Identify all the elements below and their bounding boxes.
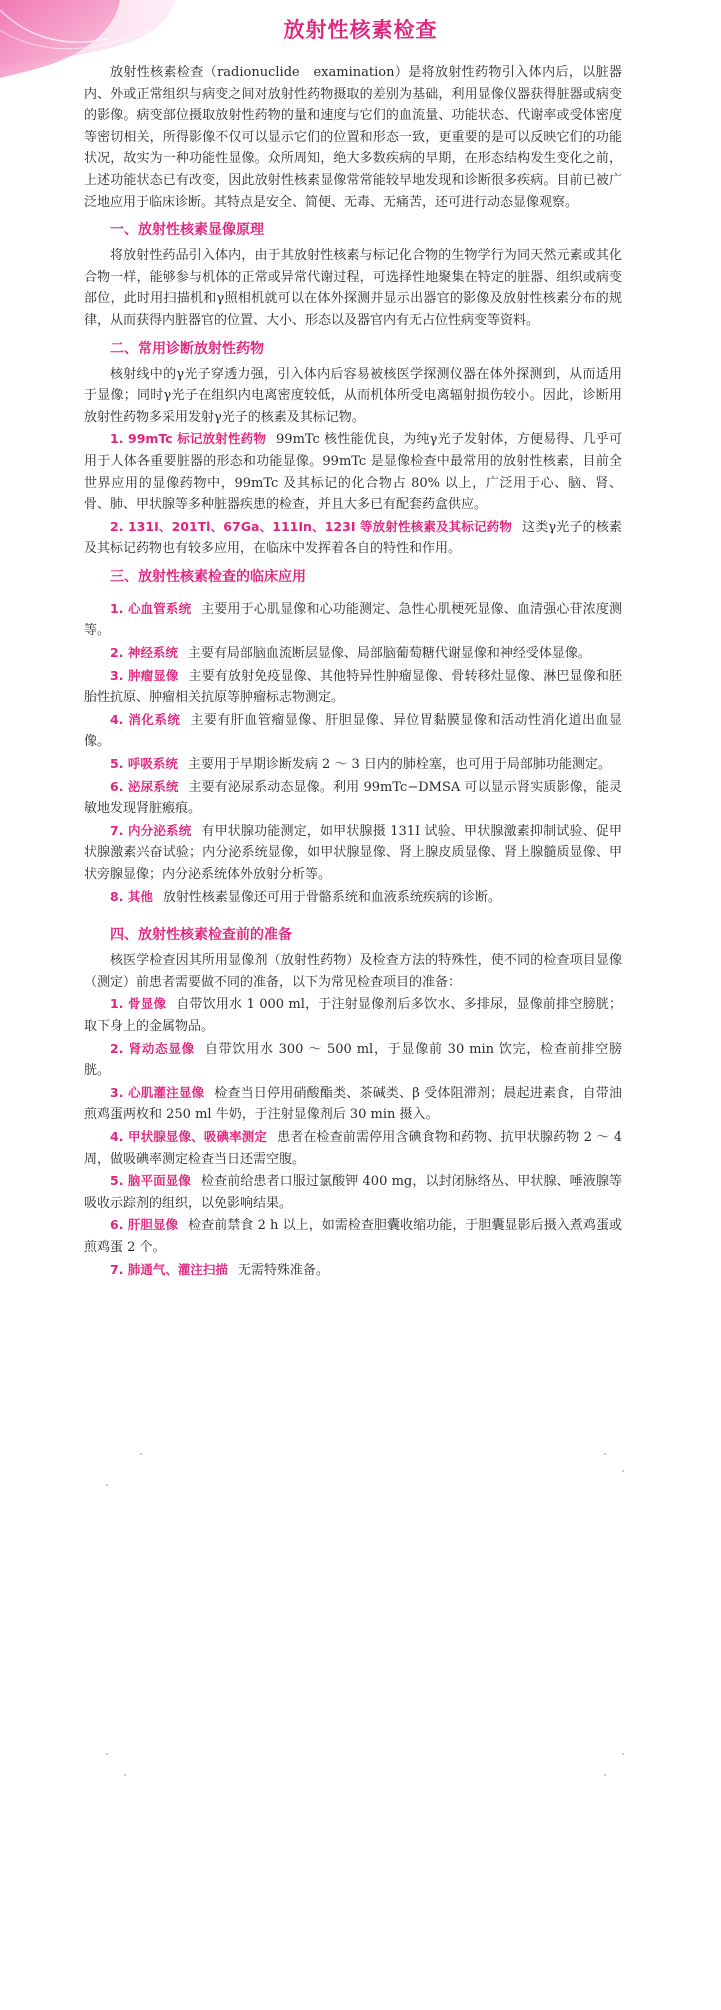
- item-text: 无需特殊准备。: [237, 1262, 329, 1278]
- preparation-item: [84, 1170, 622, 1214]
- clinical-item: [84, 709, 622, 753]
- item-text: 放射性核素显像还可用于骨骼系统和血液系统疾病的诊断。: [162, 889, 501, 905]
- preparation-paragraph: 核医学检查因其所用显像剂（放射性药物）及检查方法的特殊性，使不同的检查项目显像（测定）前患者需要做不同的准备，以下为常见检查项目的准备：: [84, 953, 622, 990]
- item-number: 3.: [110, 1084, 124, 1100]
- item-keyword: 甲状腺显像、吸碘率测定: [127, 1128, 268, 1144]
- clinical-item: [84, 886, 622, 909]
- item-number: 4.: [110, 711, 124, 727]
- item-keyword: 肺通气、灌注扫描: [127, 1261, 228, 1277]
- item-text: 主要有肝血管瘤显像、肝胆显像、异位胃黏膜显像和活动性消化道出血显像。: [84, 712, 622, 750]
- clinical-item: [84, 776, 622, 820]
- section-heading-principle: 一、放射性核素显像原理: [110, 222, 264, 239]
- document-body: [84, 62, 622, 1281]
- item-keyword: 肝胆显像: [127, 1217, 179, 1233]
- clinical-item: [84, 665, 622, 709]
- item-text: 检查当日停用硝酸酯类、茶碱类、β 受体阻滞剂；晨起进素食，自带油煎鸡蛋两枚和 250 ml 牛奶，于注射显像剂后 30 min 摄入。: [84, 1085, 622, 1123]
- item-number: 3.: [110, 667, 124, 683]
- item-text: 主要用于心肌显像和心功能测定、急性心肌梗死显像、血清强心苷浓度测等。: [84, 601, 622, 639]
- preparation-item: [84, 1038, 622, 1082]
- item-number: 2.: [110, 518, 124, 534]
- item-keyword: 神经系统: [127, 645, 178, 661]
- scan-speck: [106, 1484, 108, 1486]
- item-keyword: 99mTc 标记放射性药物: [128, 431, 267, 447]
- item-keyword: 内分泌系统: [127, 822, 192, 838]
- item-keyword: 肿瘤显像: [127, 667, 179, 683]
- item-number: 2.: [110, 1040, 124, 1056]
- item-text: 自带饮用水 300 ～ 500 ml，于显像前 30 min 饮完，检查前排空膀胱。: [84, 1041, 622, 1079]
- item-keyword: 心肌灌注显像: [128, 1084, 205, 1100]
- scan-speck: [604, 1774, 606, 1776]
- item-keyword: 泌尿系统: [127, 778, 179, 794]
- clinical-item: [84, 753, 622, 776]
- intro-paragraph: 放射性核素检查（radionuclide examination）是将放射性药物引入体内后，以脏器内、外或正常组织与病变之间对放射性药物摄取的差别为基础，利用显像仪器获得脏器或病变的影像。病变部位摄取放射性药物的量和速度与它们的血流量、功能状态、代谢率或受体密度等密切相关，所得影像不仅可以显示它们的位置和形态一致，更重要的是可以反映它们的功能状况，故实为一种功能性显像。众所周知，绝大多数疾病的早期，在形态结构发生变化之前，上述功能状态已有改变，因此放射性核素显像常常能较早地发现和诊断很多疾病。目前已被广泛地应用于临床诊断。其特点是安全、简便、无毒、无痛苦，还可进行动态显像观察。: [84, 65, 622, 210]
- drug-item: [84, 428, 622, 515]
- scan-speck: [604, 1453, 606, 1455]
- item-number: 2.: [110, 645, 124, 661]
- preparation-item: [84, 993, 622, 1037]
- item-keyword: 心血管系统: [127, 600, 192, 616]
- item-number: 6.: [110, 778, 124, 794]
- item-text: 检查前禁食 2 h 以上，如需检查胆囊收缩功能，于胆囊显影后摄入煮鸡蛋或煎鸡蛋 2 个。: [84, 1218, 622, 1255]
- drug-item: [84, 516, 622, 560]
- clinical-item: [84, 642, 622, 665]
- clinical-item: [84, 820, 622, 886]
- scan-speck: [622, 1470, 624, 1472]
- item-number: 4.: [110, 1128, 124, 1144]
- item-keyword: 骨显像: [128, 996, 167, 1012]
- item-text: 检查前给患者口服过氯酸钾 400 mg，以封闭脉络丛、甲状腺、唾液腺等吸收示踪剂的组织，以免影响结果。: [84, 1174, 622, 1211]
- item-keyword: 呼吸系统: [127, 756, 178, 772]
- item-text: 患者在检查前需停用含碘食物和药物、抗甲状腺药物 2 ～ 4 周，做吸碘率测定检查当日还需空腹。: [84, 1129, 622, 1167]
- clinical-item: [84, 598, 622, 642]
- preparation-item: [84, 1126, 622, 1170]
- preparation-item: [84, 1214, 622, 1258]
- item-number: 8.: [110, 888, 124, 904]
- section-heading-preparation: 四、放射性核素检查前的准备: [110, 927, 292, 944]
- item-number: 1.: [110, 431, 124, 447]
- item-text: 主要用于早期诊断发病 2 ～ 3 日内的肺栓塞，也可用于局部肺功能测定。: [187, 757, 611, 773]
- item-number: 5.: [110, 1173, 124, 1189]
- page-title: 放射性核素检查: [283, 18, 438, 42]
- section-heading-drugs: 二、常用诊断放射性药物: [110, 340, 264, 357]
- scan-speck: [140, 1453, 142, 1455]
- item-keyword: 其他: [127, 888, 153, 904]
- item-text: 有甲状腺功能测定，如甲状腺摄 131I 试验、甲状腺激素抑制试验、促甲状腺激素兴奋试验；内分泌系统显像，如甲状腺显像、肾上腺皮质显像、肾上腺髓质显像、甲状旁腺显像；内分泌系统体外放射分析等。: [84, 823, 622, 882]
- item-text: 主要有泌尿系动态显像。利用 99mTc−DMSA 可以显示肾实质影像，能灵敏地发现肾脏瘢痕。: [84, 779, 622, 817]
- scan-speck: [124, 1774, 126, 1776]
- scan-speck: [106, 1753, 108, 1755]
- item-number: 6.: [110, 1217, 124, 1233]
- section-heading-clinical: 三、放射性核素检查的临床应用: [110, 568, 306, 585]
- drugs-paragraph: 核射线中的γ光子穿透力强，引入体内后容易被核医学探测仪器在体外探测到，从而适用于显像；同时γ光子在组织内电离密度较低，从而机体所受电离辐射损伤较小。因此，诊断用放射性药物多采用发射γ光子的核素及其标记物。: [84, 366, 622, 425]
- item-keyword: 消化系统: [128, 711, 181, 727]
- preparation-item: [84, 1259, 622, 1282]
- item-number: 7.: [110, 822, 124, 838]
- item-number: 1.: [110, 996, 124, 1012]
- item-number: 1.: [110, 600, 124, 616]
- principle-paragraph: 将放射性药品引入体内，由于其放射性核素与标记化合物的生物学行为同天然元素或其化合物一样，能够参与机体的正常或异常代谢过程，可选择性地聚集在特定的脏器、组织或病变部位，此时用扫描机和γ照相机就可以在体外探测并显示出器官的影像及放射性核素分布的规律，从而获得内脏器官的位置、大小、形态以及器官内有无占位性病变等资料。: [84, 248, 622, 328]
- item-text: 自带饮用水 1 000 ml，于注射显像剂后多饮水、多排尿，显像前排空膀胱；取下身上的金属物品。: [84, 997, 623, 1034]
- preparation-item: [84, 1082, 622, 1126]
- item-number: 5.: [110, 756, 124, 772]
- item-text: 主要有局部脑血流断层显像、局部脑葡萄糖代谢显像和神经受体显像。: [187, 646, 591, 662]
- item-text: 主要有放射免疫显像、其他特异性肿瘤显像、骨转移灶显像、淋巴显像和胚胎性抗原、肿瘤相关抗原等肿瘤标志物测定。: [84, 668, 622, 706]
- item-number: 7.: [110, 1261, 124, 1277]
- item-keyword: 131I、201Tl、67Ga、111In、123I 等放射性核素及其标记药物: [127, 518, 513, 534]
- item-text: 99mTc 核性能优良，为纯γ光子发射体，方便易得、几乎可用于人体各重要脏器的形态和功能显像。99mTc 是显像检查中最常用的放射性核素，目前全世界应用的显像药物中，99mTc 及其标记的化合物占 80% 以上，广泛用于心、脑、肾、骨、肺、甲状腺等多种脏器疾患的检查，并且大多已有配套药盒供应。: [84, 432, 622, 513]
- scan-speck: [622, 1753, 624, 1755]
- item-keyword: 肾动态显像: [128, 1040, 195, 1056]
- item-text: 这类γ光子的核素及其标记药物也有较多应用，在临床中发挥着各自的特性和作用。: [84, 519, 622, 557]
- item-keyword: 脑平面显像: [127, 1173, 191, 1189]
